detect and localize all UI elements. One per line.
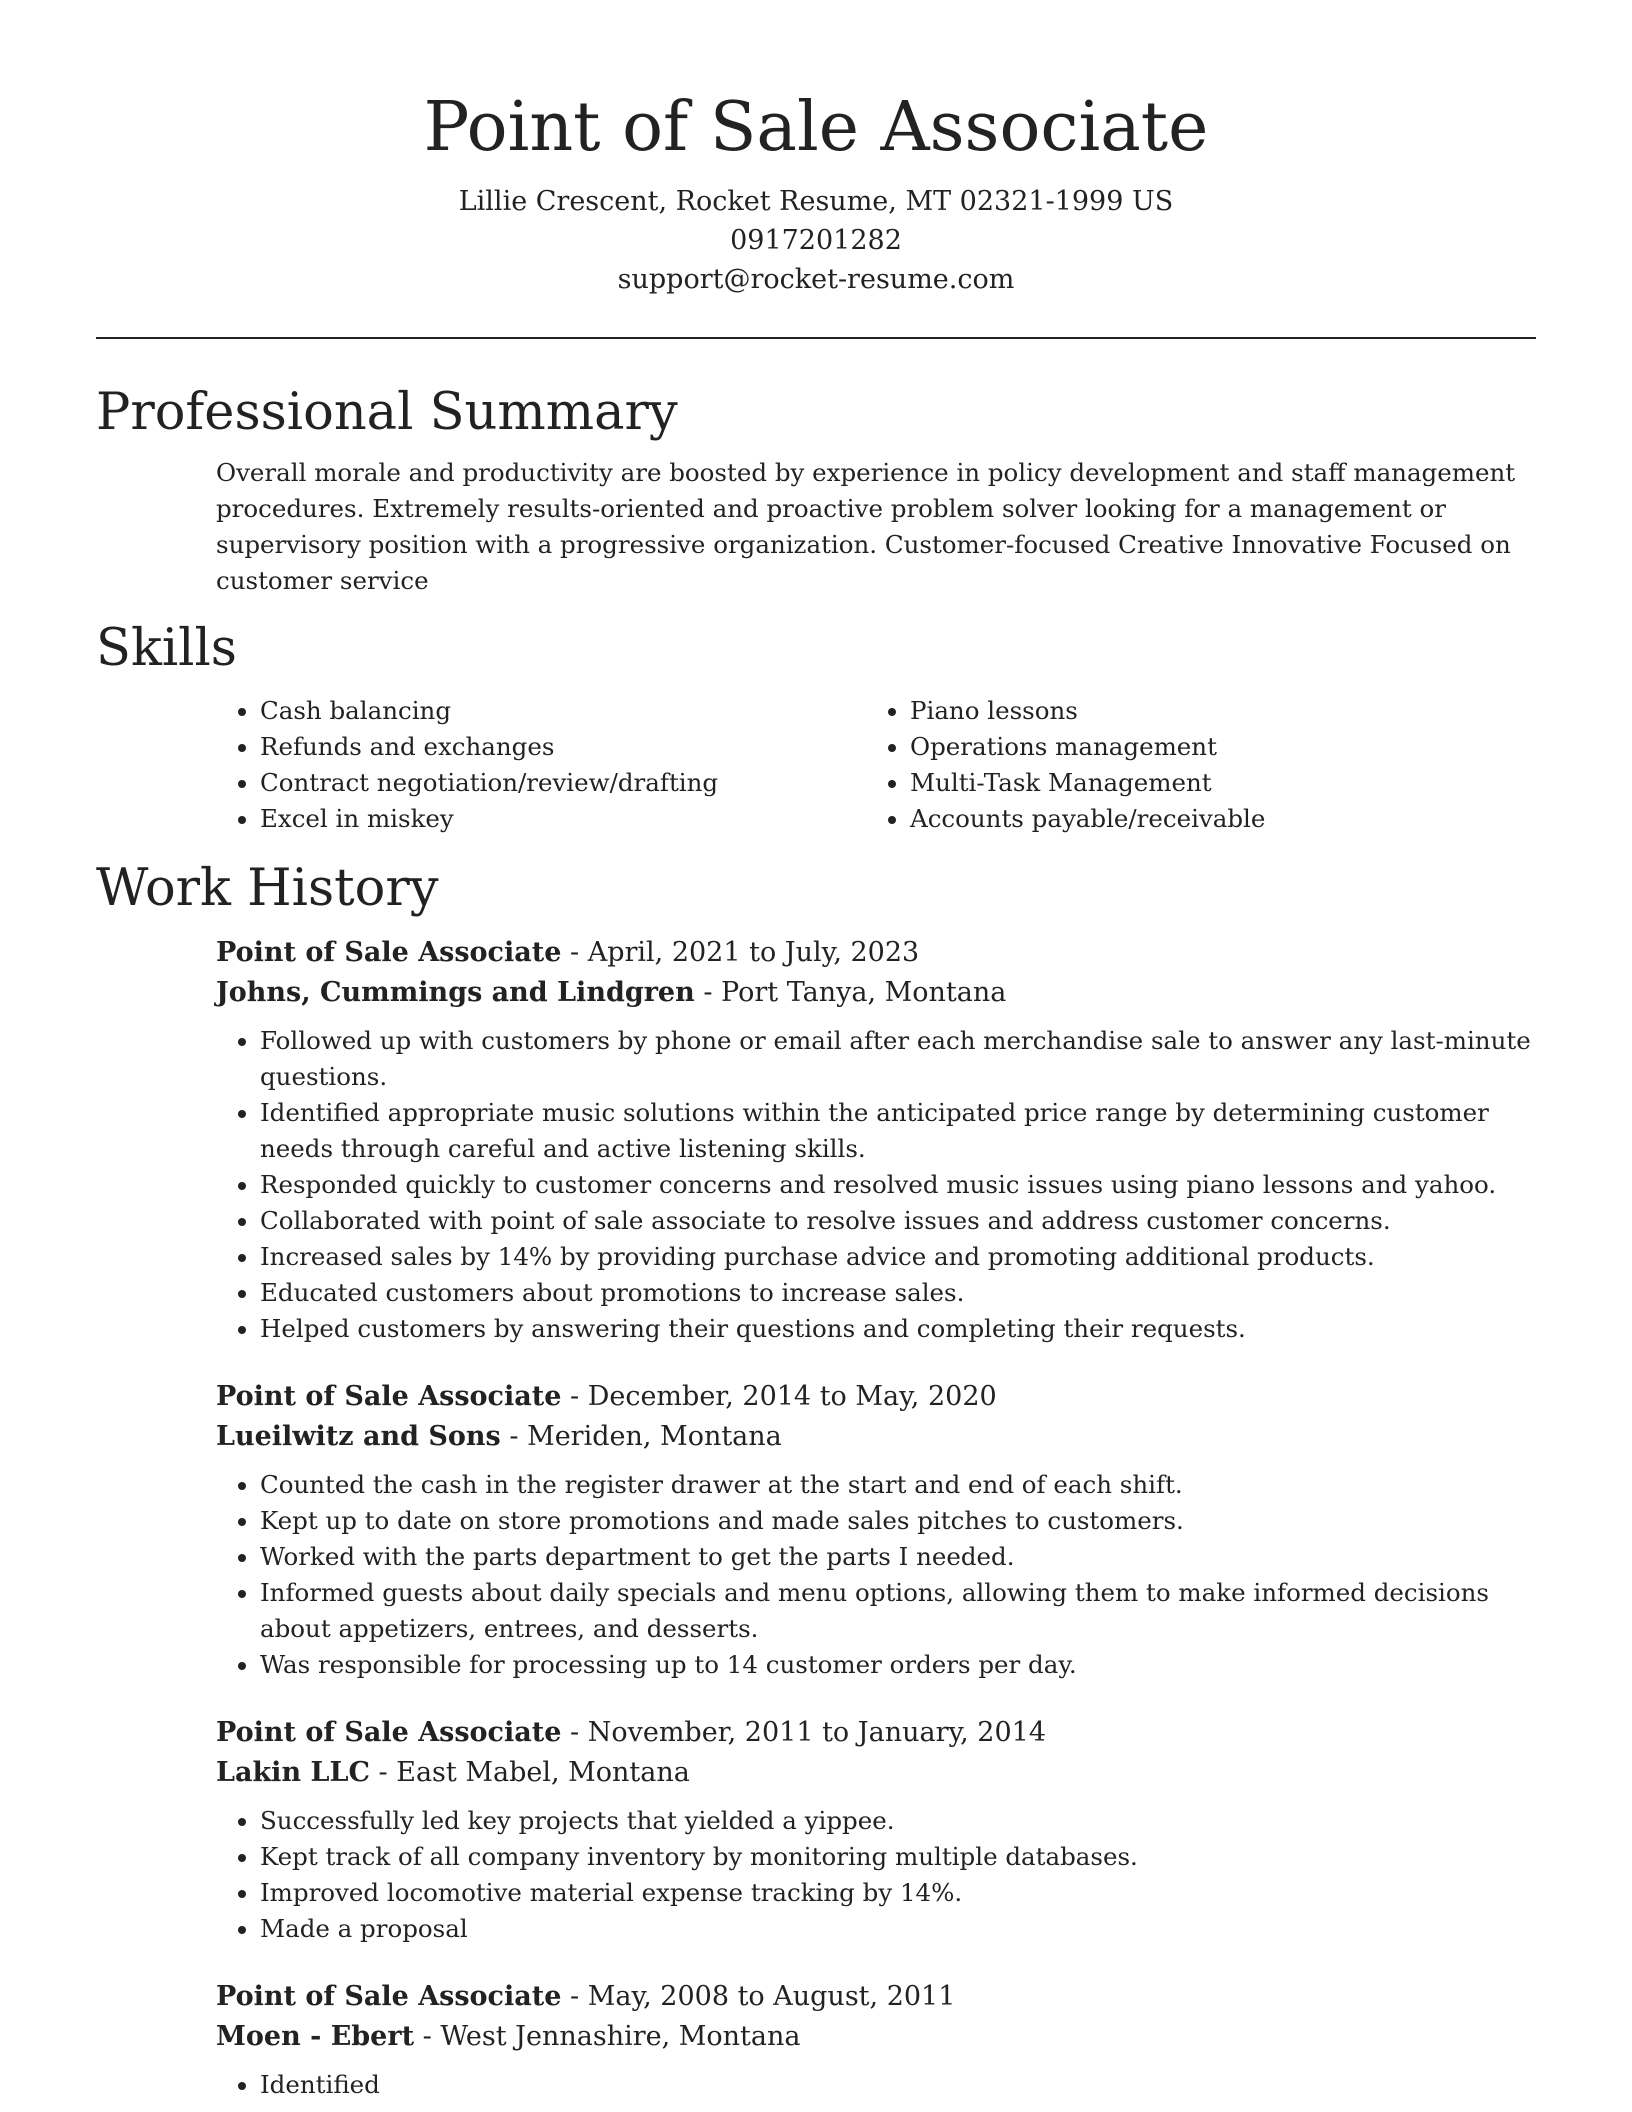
job-dates: December, 2014 to May, 2020 — [587, 1381, 997, 1412]
skills-title: Skills — [96, 619, 237, 678]
job-title: Point of Sale Associate — [216, 1717, 562, 1748]
job-bullet: • Followed up with customers by phone or email after each merchandise sale to answer any last-minute questions. — [260, 1023, 1536, 1095]
job-location: Meriden, Montana — [527, 1421, 782, 1452]
job-bullet: • Successfully led key projects that yielded a yippee. — [260, 1803, 1536, 1839]
summary-title: Professional Summary — [96, 383, 678, 442]
job-company: Lueilwitz and Sons — [216, 1421, 501, 1452]
job-bullet: • Kept track of all company inventory by monitoring multiple databases. — [260, 1839, 1536, 1875]
header-divider — [96, 337, 1536, 339]
job-company: Lakin LLC — [216, 1757, 370, 1788]
contact-email: support@rocket-resume.com — [617, 264, 1015, 295]
skill-item: • Excel in miskey — [260, 801, 866, 837]
contact-block — [96, 182, 1536, 299]
job-bullets — [216, 1467, 1536, 1683]
skills-list — [216, 693, 1536, 837]
contact-phone: 0917201282 — [730, 225, 902, 256]
job-bullets — [216, 1803, 1536, 1947]
job-bullet: • Made a proposal — [260, 1911, 1536, 1947]
skill-item: • Contract negotiation/review/drafting — [260, 765, 866, 801]
job-title-line: Point of Sale Associate - November, 2011 to January, 2014 — [216, 1717, 1047, 1748]
job-entry — [216, 933, 1536, 1347]
job-bullets — [216, 2067, 1536, 2103]
job-bullet: • Kept up to date on store promotions and made sales pitches to customers. — [260, 1503, 1536, 1539]
job-company: Moen - Ebert — [216, 2021, 415, 2052]
job-bullet: • Responded quickly to customer concerns and resolved music issues using piano lessons and yahoo. — [260, 1167, 1536, 1203]
job-bullets — [216, 1023, 1536, 1347]
job-title: Point of Sale Associate — [216, 1981, 562, 2012]
job-company-line: Lakin LLC - East Mabel, Montana — [216, 1757, 690, 1788]
skill-item: • Operations management — [910, 729, 1510, 765]
job-dates: November, 2011 to January, 2014 — [587, 1717, 1047, 1748]
resume-name: Point of Sale Associate — [423, 88, 1209, 167]
job-company-line: Johns, Cummings and Lindgren - Port Tanya, Montana — [216, 977, 1007, 1008]
job-bullet: • Collaborated with point of sale associate to resolve issues and address customer concerns. — [260, 1203, 1536, 1239]
job-bullet: • Was responsible for processing up to 14 customer orders per day. — [260, 1647, 1536, 1683]
job-bullet: • Helped customers by answering their questions and completing their requests. — [260, 1311, 1536, 1347]
job-title: Point of Sale Associate — [216, 937, 562, 968]
job-entry — [216, 1713, 1536, 1947]
job-bullet: • Informed guests about daily specials and menu options, allowing them to make informed decisions about appetizers, entrees, and desserts. — [260, 1575, 1536, 1647]
job-company: Johns, Cummings and Lindgren — [216, 977, 695, 1008]
job-title-line: Point of Sale Associate - December, 2014 to May, 2020 — [216, 1381, 997, 1412]
resume-page — [96, 0, 1536, 2103]
job-bullet: • Increased sales by 14% by providing purchase advice and promoting additional products. — [260, 1239, 1536, 1275]
skill-item: • Refunds and exchanges — [260, 729, 866, 765]
job-bullet: • Counted the cash in the register drawer at the start and end of each shift. — [260, 1467, 1536, 1503]
job-entry — [216, 1377, 1536, 1683]
job-bullet: • Worked with the parts department to get the parts I needed. — [260, 1539, 1536, 1575]
job-entry — [216, 1977, 1536, 2103]
skills-column-left — [216, 693, 866, 837]
job-company-line: Moen - Ebert - West Jennashire, Montana — [216, 2021, 801, 2052]
job-title-line: Point of Sale Associate - May, 2008 to August, 2011 — [216, 1981, 956, 2012]
job-bullet: • Educated customers about promotions to increase sales. — [260, 1275, 1536, 1311]
skill-item: • Piano lessons — [910, 693, 1510, 729]
job-location: West Jennashire, Montana — [440, 2021, 801, 2052]
skill-item: • Accounts payable/receivable — [910, 801, 1510, 837]
summary-text: Overall morale and productivity are boosted by experience in policy development and staff management procedures. Extremely results-oriented and proactive problem solver looking for a management or supervisory position with a progressive organization. Customer-focused Creative Innovative Focused on customer service — [216, 458, 1516, 595]
job-title-line: Point of Sale Associate - April, 2021 to July, 2023 — [216, 937, 920, 968]
job-bullet: • Improved locomotive material expense tracking by 14%. — [260, 1875, 1536, 1911]
work-history-title: Work History — [96, 859, 439, 918]
job-location: East Mabel, Montana — [396, 1757, 690, 1788]
job-company-line: Lueilwitz and Sons - Meriden, Montana — [216, 1421, 782, 1452]
job-bullet: • Identified appropriate music solutions within the anticipated price range by determining customer needs through careful and active listening skills. — [260, 1095, 1536, 1167]
job-bullet: • Identified — [260, 2067, 1536, 2103]
skill-item: • Multi-Task Management — [910, 765, 1510, 801]
job-dates: April, 2021 to July, 2023 — [587, 937, 920, 968]
skill-item: • Cash balancing — [260, 693, 866, 729]
job-dates: May, 2008 to August, 2011 — [587, 1981, 956, 2012]
skills-column-right — [866, 693, 1510, 837]
job-title: Point of Sale Associate — [216, 1381, 562, 1412]
contact-address: Lillie Crescent, Rocket Resume, MT 02321-1999 US — [458, 186, 1174, 217]
job-location: Port Tanya, Montana — [721, 977, 1007, 1008]
